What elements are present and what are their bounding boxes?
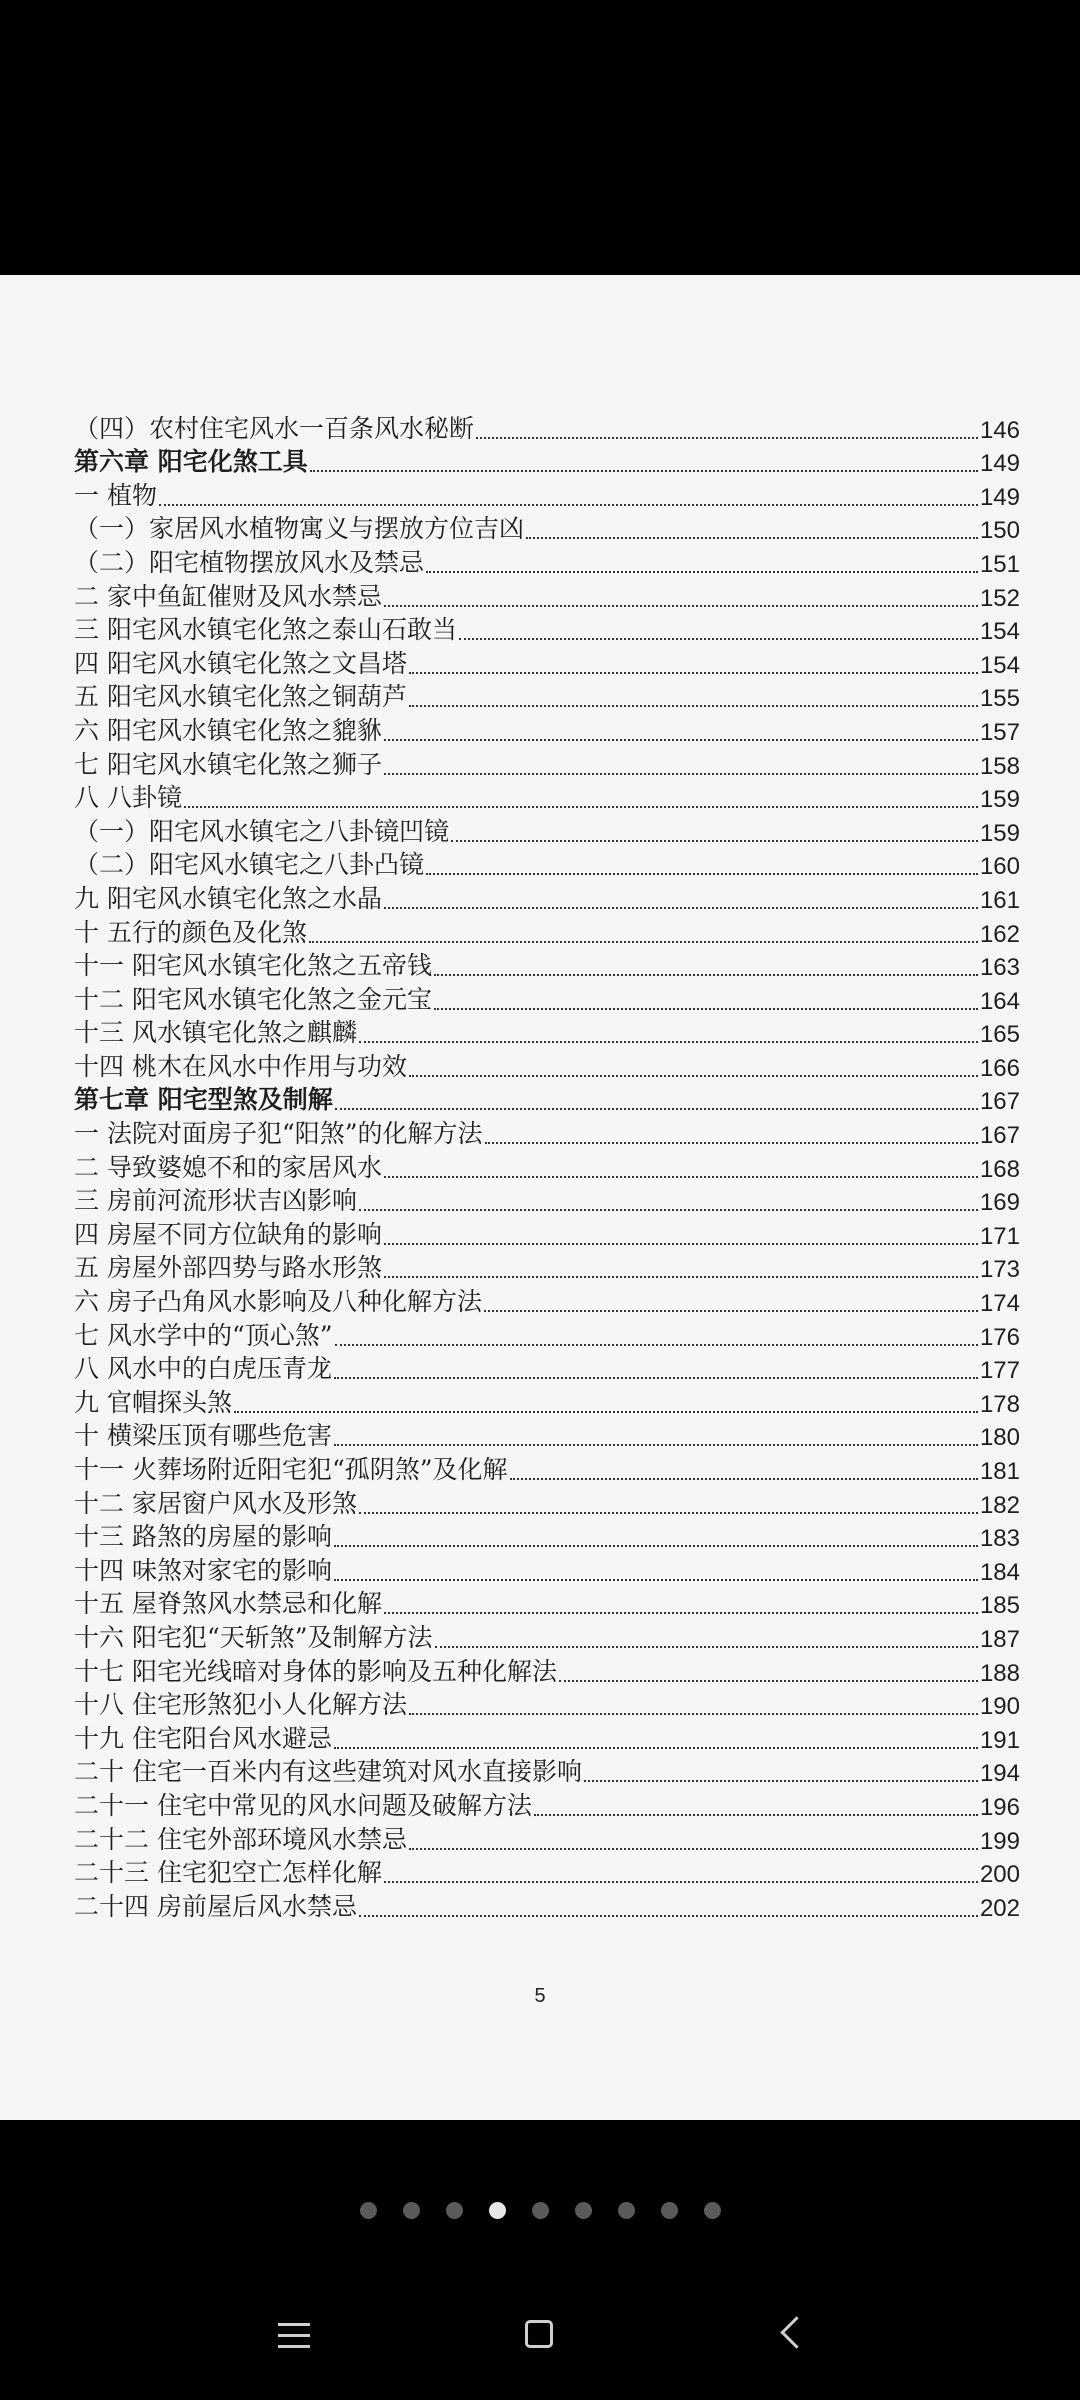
toc-entry-page: 178 [979, 1390, 1020, 1418]
toc-entry-title: 一 植物 [74, 480, 157, 510]
toc-entry-page: 181 [979, 1458, 1020, 1485]
toc-dot-leader [476, 437, 978, 439]
toc-entry-title: 四 阳宅风水镇宅化煞之文昌塔 [74, 648, 407, 678]
toc-entry-page: 155 [979, 685, 1020, 713]
toc-dot-leader [434, 974, 978, 976]
toc-dot-leader [384, 773, 978, 775]
back-button[interactable] [745, 2300, 835, 2370]
toc-entry-page: 187 [979, 1625, 1020, 1653]
document-page[interactable] [0, 275, 1080, 2120]
table-of-contents [74, 413, 1020, 1925]
toc-entry-title: （二）阳宅风水镇宅之八卦凸镜 [74, 850, 425, 880]
toc-dot-leader [334, 1545, 978, 1547]
toc-entry-page: 164 [979, 987, 1020, 1015]
toc-dot-leader [384, 1243, 978, 1245]
toc-entry-title: 二十 住宅一百米内有这些建筑对风水直接影响 [74, 1757, 582, 1787]
toc-entry-title: 四 房屋不同方位缺角的影响 [74, 1219, 382, 1249]
toc-dot-leader [409, 1713, 978, 1715]
toc-dot-leader [334, 1377, 978, 1379]
toc-dot-leader [309, 941, 978, 943]
toc-entry-page: 180 [979, 1424, 1020, 1452]
toc-dot-leader [451, 840, 978, 842]
toc-row[interactable] [74, 749, 1020, 783]
toc-entry-page: 184 [979, 1558, 1020, 1586]
toc-entry-title: 九 阳宅风水镇宅化煞之水晶 [74, 883, 382, 913]
toc-entry-page: 149 [979, 450, 1020, 478]
toc-entry-title: 三 房前河流形状吉凶影响 [74, 1186, 357, 1216]
toc-dot-leader [359, 1209, 978, 1211]
toc-entry-page: 173 [979, 1256, 1020, 1284]
toc-entry-page: 169 [979, 1189, 1020, 1217]
toc-entry-page: 159 [979, 819, 1020, 847]
back-icon [780, 2316, 813, 2349]
toc-dot-leader [384, 1881, 978, 1883]
toc-entry-title: 六 房子凸角风水影响及八种化解方法 [74, 1287, 482, 1317]
toc-entry-title: 十一 阳宅风水镇宅化煞之五帝钱 [74, 951, 432, 981]
toc-entry-page: 152 [979, 584, 1020, 612]
toc-entry-title: 十六 阳宅犯“天斩煞”及制解方法 [74, 1622, 433, 1652]
toc-dot-leader [409, 1848, 978, 1850]
toc-entry-title: 二十一 住宅中常见的风水问题及破解方法 [74, 1790, 532, 1820]
toc-entry-title: 十九 住宅阳台风水避忌 [74, 1723, 332, 1753]
page-dot[interactable] [661, 2202, 678, 2219]
toc-dot-leader [359, 1915, 978, 1917]
toc-dot-leader [234, 1411, 978, 1413]
toc-dot-leader [534, 1814, 978, 1816]
toc-entry-title: 十二 家居窗户风水及形煞 [74, 1488, 357, 1518]
toc-entry-page: 188 [979, 1659, 1020, 1687]
toc-dot-leader [384, 1176, 978, 1178]
toc-dot-leader [409, 672, 978, 674]
toc-dot-leader [384, 605, 978, 607]
toc-entry-title: 二十四 房前屋后风水禁忌 [74, 1891, 357, 1921]
toc-entry-title: 六 阳宅风水镇宅化煞之貔貅 [74, 715, 382, 745]
toc-entry-page: 182 [979, 1491, 1020, 1519]
page-dot[interactable] [360, 2202, 377, 2219]
toc-entry-page: 177 [979, 1357, 1020, 1385]
toc-dot-leader [559, 1680, 978, 1682]
toc-dot-leader [484, 1310, 978, 1312]
toc-entry-page: 163 [979, 954, 1020, 982]
page-dot[interactable] [618, 2202, 635, 2219]
toc-entry-title: 十四 味煞对家宅的影响 [74, 1555, 332, 1585]
toc-entry-title: 一 法院对面房子犯“阳煞”的化解方法 [74, 1119, 483, 1149]
toc-entry-page: 202 [979, 1894, 1020, 1922]
toc-entry-title: 第六章 阳宅化煞工具 [74, 447, 308, 477]
toc-dot-leader [434, 1008, 978, 1010]
toc-entry-page: 168 [979, 1155, 1020, 1183]
toc-entry-title: 五 房屋外部四势与路水形煞 [74, 1253, 382, 1283]
toc-entry-title: 十五 屋脊煞风水禁忌和化解 [74, 1589, 382, 1619]
toc-entry-page: 196 [979, 1793, 1020, 1821]
toc-entry-page: 150 [979, 517, 1020, 545]
toc-entry-title: 二 导致婆媳不和的家居风水 [74, 1152, 382, 1182]
toc-dot-leader [335, 1344, 978, 1346]
toc-entry-page: 171 [979, 1222, 1020, 1250]
toc-entry-page: 154 [979, 651, 1020, 679]
toc-dot-leader [334, 1747, 978, 1749]
toc-entry-title: 三 阳宅风水镇宅化煞之泰山石敢当 [74, 615, 457, 645]
toc-entry-page: 167 [979, 1088, 1020, 1116]
toc-dot-leader [359, 1512, 978, 1514]
toc-chapter-row[interactable] [74, 447, 1020, 481]
toc-entry-page: 157 [979, 718, 1020, 746]
toc-dot-leader [384, 739, 978, 741]
toc-entry-title: 十七 阳宅光线暗对身体的影响及五种化解法 [74, 1656, 557, 1686]
toc-dot-leader [310, 470, 978, 472]
page-number: 5 [534, 1985, 546, 2007]
toc-entry-title: 十一 火葬场附近阳宅犯“孤阴煞”及化解 [74, 1455, 508, 1484]
navigation-bar [0, 2300, 1080, 2370]
toc-dot-leader [334, 1579, 978, 1581]
toc-entry-title: 八 风水中的白虎压青龙 [74, 1354, 332, 1384]
page-dot[interactable] [532, 2202, 549, 2219]
page-dot[interactable] [446, 2202, 463, 2219]
toc-entry-page: 161 [979, 886, 1020, 914]
toc-dot-leader [584, 1780, 978, 1782]
toc-entry-page: 149 [979, 483, 1020, 511]
toc-dot-leader [485, 1142, 978, 1144]
toc-entry-title: 第七章 阳宅型煞及制解 [74, 1085, 333, 1115]
toc-entry-page: 160 [979, 853, 1020, 881]
toc-entry-page: 151 [979, 550, 1020, 578]
toc-entry-title: 十 横梁压顶有哪些危害 [74, 1421, 332, 1451]
toc-entry-title: 五 阳宅风水镇宅化煞之铜葫芦 [74, 682, 407, 712]
page-dot[interactable] [403, 2202, 420, 2219]
toc-dot-leader [384, 1612, 978, 1614]
page-dot-active[interactable] [489, 2202, 506, 2219]
toc-entry-page: 200 [979, 1861, 1020, 1889]
toc-dot-leader [435, 1646, 978, 1648]
toc-dot-leader [459, 638, 978, 640]
home-icon [525, 2320, 553, 2348]
page-indicator [0, 2202, 1080, 2219]
toc-entry-title: 十八 住宅形煞犯小人化解方法 [74, 1690, 407, 1720]
toc-entry-title: 七 阳宅风水镇宅化煞之狮子 [74, 749, 382, 779]
toc-dot-leader [359, 1041, 978, 1043]
toc-entry-page: 191 [979, 1726, 1020, 1754]
toc-entry-page: 199 [979, 1827, 1020, 1855]
toc-entry-title: （二）阳宅植物摆放风水及禁忌 [74, 547, 425, 577]
toc-dot-leader [384, 907, 978, 909]
toc-entry-title: （一）家居风水植物寓义与摆放方位吉凶 [74, 514, 525, 544]
toc-entry-page: 167 [979, 1122, 1020, 1150]
toc-entry-title: 十二 阳宅风水镇宅化煞之金元宝 [74, 984, 432, 1014]
toc-dot-leader [159, 504, 978, 506]
home-button[interactable] [494, 2300, 584, 2370]
toc-dot-leader [335, 1108, 978, 1110]
toc-dot-leader [526, 537, 978, 539]
toc-dot-leader [409, 705, 978, 707]
toc-entry-title: 二十三 住宅犯空亡怎样化解 [74, 1858, 382, 1888]
menu-button[interactable] [249, 2300, 339, 2370]
toc-entry-title: 十三 路煞的房屋的影响 [74, 1522, 332, 1552]
toc-entry-page: 174 [979, 1290, 1020, 1318]
toc-dot-leader [384, 1276, 978, 1278]
page-dot[interactable] [575, 2202, 592, 2219]
toc-entry-page: 166 [979, 1054, 1020, 1082]
toc-entry-title: 二 家中鱼缸催财及风水禁忌 [74, 581, 382, 611]
toc-entry-page: 162 [979, 920, 1020, 948]
toc-entry-page: 159 [979, 786, 1020, 814]
toc-entry-page: 190 [979, 1693, 1020, 1721]
toc-entry-title: 七 风水学中的“顶心煞” [74, 1320, 333, 1350]
toc-entry-title: 八 八卦镜 [74, 783, 182, 813]
toc-dot-leader [426, 873, 978, 875]
toc-entry-title: 十 五行的颜色及化煞 [74, 917, 307, 947]
toc-dot-leader [409, 1075, 978, 1077]
toc-row[interactable] [74, 1891, 1020, 1925]
toc-entry-page: 176 [979, 1323, 1020, 1351]
toc-entry-page: 165 [979, 1021, 1020, 1049]
toc-entry-page: 185 [979, 1592, 1020, 1620]
toc-dot-leader [510, 1478, 978, 1480]
toc-entry-title: 十三 风水镇宅化煞之麒麟 [74, 1018, 357, 1048]
toc-entry-title: 九 官帽探头煞 [74, 1387, 232, 1417]
toc-entry-title: （一）阳宅风水镇宅之八卦镜凹镜 [74, 816, 450, 846]
toc-dot-leader [184, 806, 978, 808]
toc-entry-page: 194 [979, 1760, 1020, 1788]
toc-entry-title: （四）农村住宅风水一百条风水秘断 [74, 413, 475, 443]
page-dot[interactable] [704, 2202, 721, 2219]
toc-entry-title: 二十二 住宅外部环境风水禁忌 [74, 1824, 407, 1854]
toc-entry-page: 146 [979, 416, 1020, 444]
toc-entry-page: 154 [979, 618, 1020, 646]
toc-entry-page: 158 [979, 752, 1020, 780]
toc-dot-leader [426, 571, 978, 573]
toc-entry-page: 183 [979, 1525, 1020, 1553]
toc-dot-leader [334, 1444, 978, 1446]
toc-entry-title: 十四 桃木在风水中作用与功效 [74, 1051, 407, 1081]
